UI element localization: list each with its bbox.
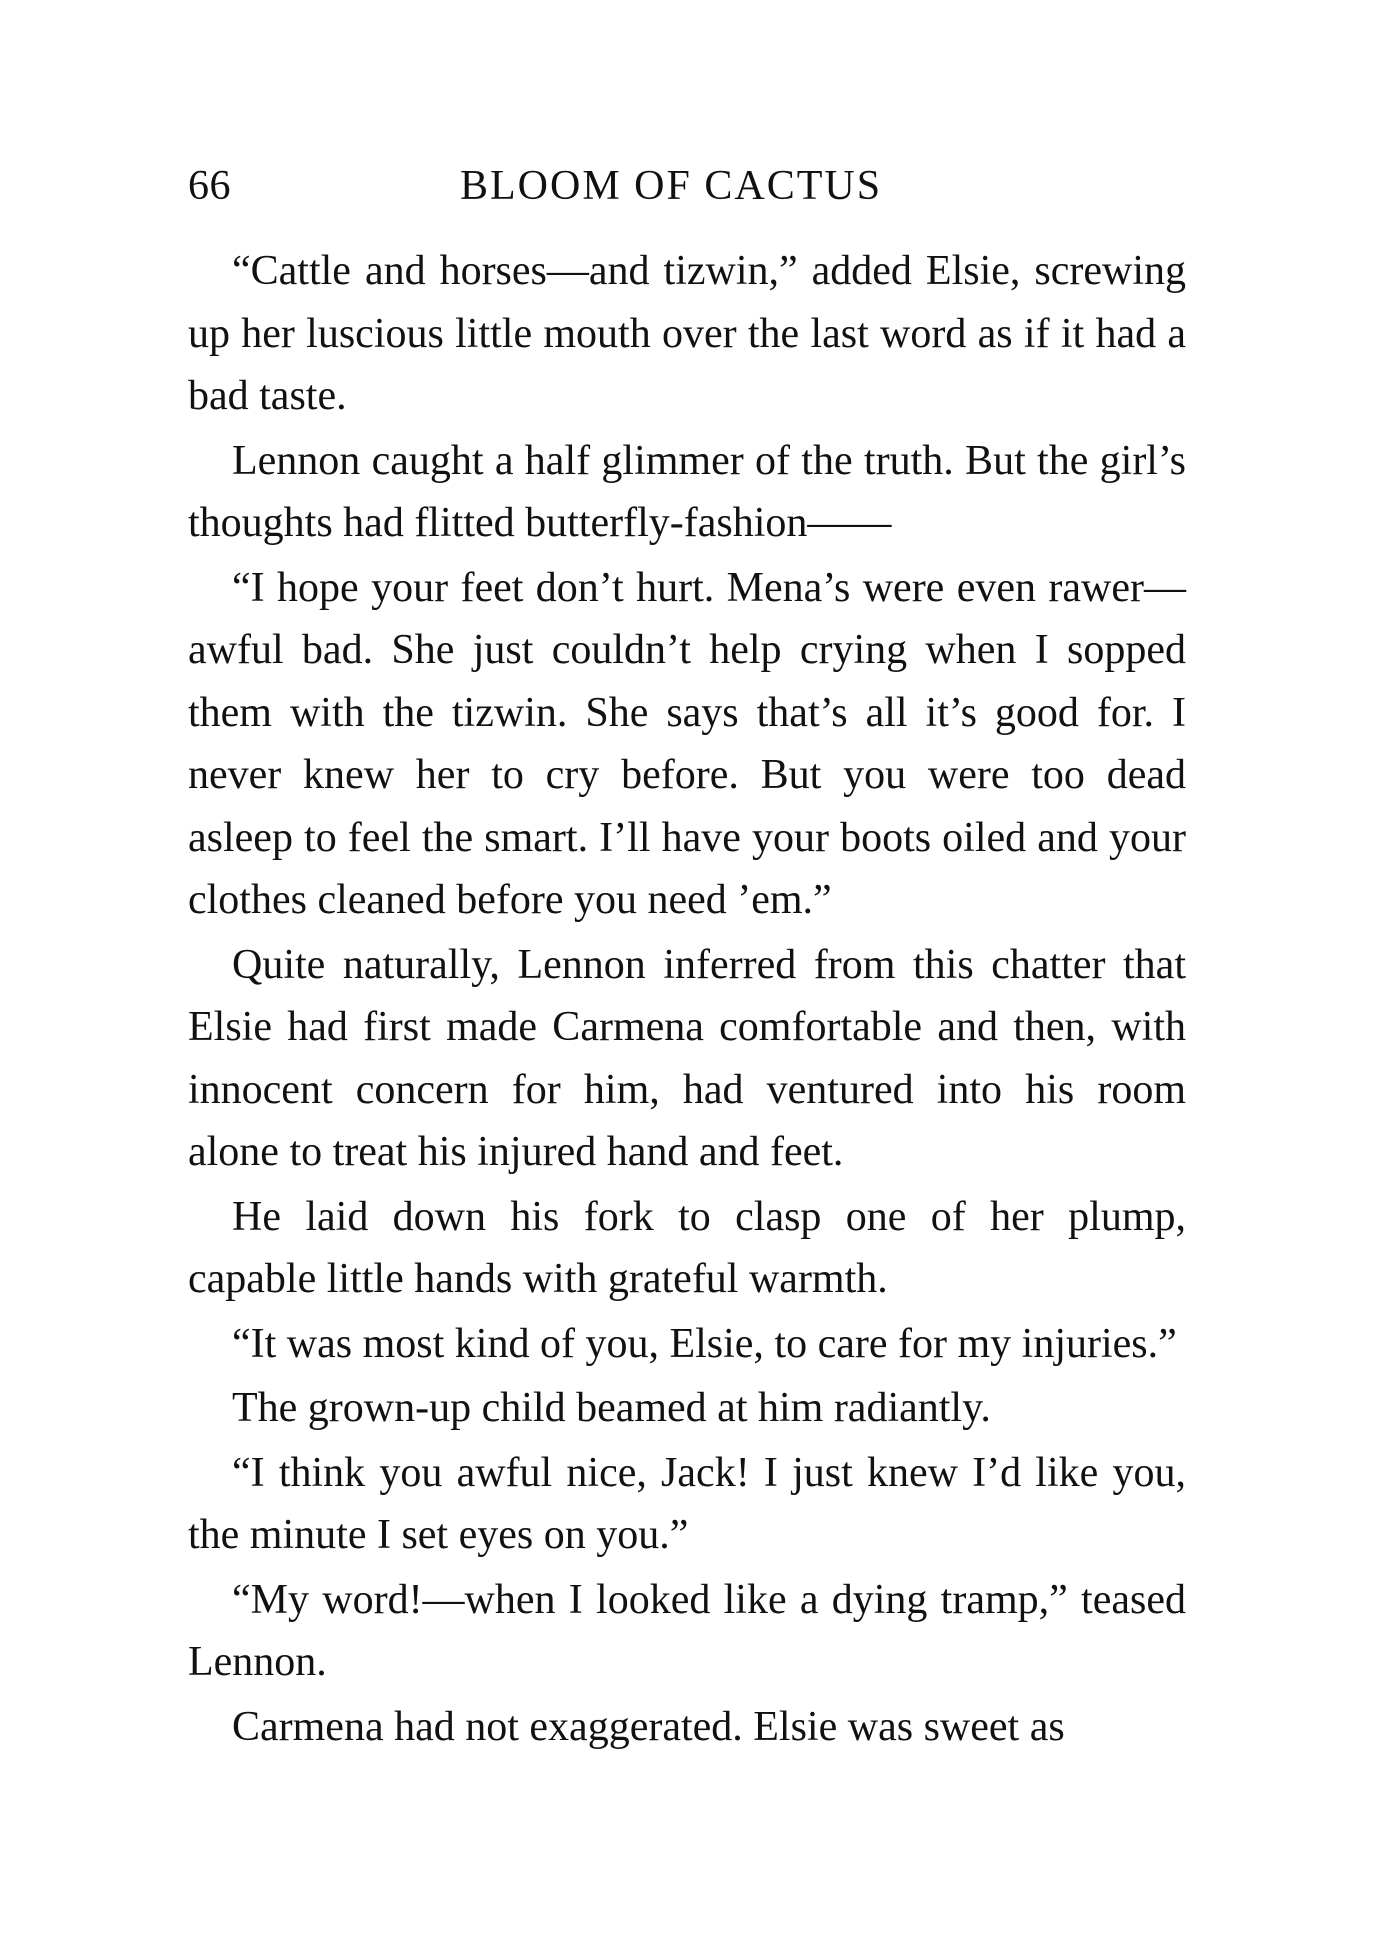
paragraph: The grown-up child beamed at him radiantly. [232,1385,991,1431]
body-text [188,240,1186,1760]
paragraph: “Cattle and horses—and tizwin,” added Elsie, screwing up her luscious little mouth over the last word as if it had a bad taste. [188,248,1186,419]
paragraph: “My word!—when I looked like a dying tramp,” teased Lennon. [188,1576,1186,1685]
page-number: 66 [188,163,231,209]
paragraph: Carmena had not exaggerated. Elsie was sweet as [232,1703,1065,1750]
paragraph: “I think you awful nice, Jack! I just knew I’d like you, the minute I set eyes on you.” [188,1449,1186,1558]
paragraph: “It was most kind of you, Elsie, to care for my injuries.” [232,1320,1177,1367]
paragraph: “I hope your feet don’t hurt. Mena’s were even rawer—awful bad. She just couldn’t help crying when I sopped them with the tizwin. She says that’s all it’s good for. I never knew her to cry before. But you were too dead asleep to feel the smart. I’ll have your boots oiled and your clothes cleaned before you need ’em.” [188,564,1186,923]
running-title: BLOOM OF CACTUS [460,163,883,209]
paragraph: Quite naturally, Lennon inferred from this chatter that Elsie had first made Carmena comfortable and then, with innocent concern for him, had ventured into his room alone to treat his injured hand and feet. [188,941,1186,1175]
paragraph: He laid down his fork to clasp one of her plump, capable little hands with grateful warmth. [188,1193,1186,1302]
paragraph: Lennon caught a half glimmer of the truth. But the girl’s thoughts had flitted butterfly-fashion—— [188,437,1186,546]
